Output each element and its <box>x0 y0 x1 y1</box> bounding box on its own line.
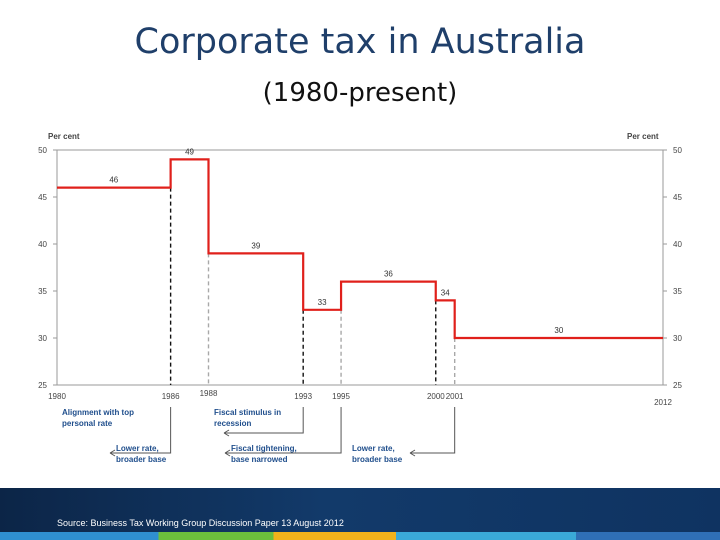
annotation-text: recession <box>214 419 252 428</box>
footer-color-stripe <box>0 532 720 540</box>
y-tick-label-left: 35 <box>38 287 47 296</box>
annotation-text: broader base <box>352 455 403 464</box>
source-note: Source: Business Tax Working Group Discussion Paper 13 August 2012 <box>57 518 344 528</box>
x-tick-label: 1995 <box>332 392 350 401</box>
y-tick-label-left: 30 <box>38 334 47 343</box>
y-tick-label-left: 50 <box>38 146 47 155</box>
data-label: 34 <box>440 288 450 298</box>
x-tick-label: 1986 <box>161 392 180 401</box>
annotation-text: Fiscal stimulus in <box>214 408 282 417</box>
x-tick-label: 2012 <box>654 398 672 407</box>
y-tick-label-right: 25 <box>673 381 682 390</box>
y-tick-label-right: 30 <box>673 334 682 343</box>
annotation-text: base narrowed <box>231 455 288 464</box>
x-tick-label: 1988 <box>199 389 218 398</box>
y-tick-label-right: 45 <box>673 193 682 202</box>
y-tick-label-left: 45 <box>38 193 47 202</box>
x-tick-label: 1993 <box>294 392 313 401</box>
y-tick-label-left: 25 <box>38 381 47 390</box>
annotation-text: Lower rate, <box>352 444 395 453</box>
plot-frame <box>57 150 663 385</box>
x-tick-label: 2001 <box>445 392 464 401</box>
data-label: 49 <box>185 147 195 157</box>
slide-subtitle: (1980-present) <box>262 78 458 108</box>
footer-bar <box>0 488 720 540</box>
x-tick-label: 2000 <box>426 392 445 401</box>
annotation-text: Lower rate, <box>116 444 159 453</box>
data-label: 39 <box>251 241 261 251</box>
data-label: 30 <box>554 326 564 335</box>
data-label: 46 <box>109 175 119 185</box>
annotation-text: Fiscal tightening, <box>231 444 297 453</box>
data-label: 36 <box>383 269 393 279</box>
annotation-arrow <box>410 407 455 453</box>
y-tick-label-right: 50 <box>673 146 682 155</box>
x-tick-label: 1980 <box>48 392 66 401</box>
annotation-text: Alignment with top <box>62 408 134 417</box>
y-axis-title-right: Per cent <box>627 132 659 141</box>
annotation-text: personal rate <box>62 419 113 428</box>
y-axis-title-left: Per cent <box>48 132 80 141</box>
data-label: 33 <box>317 297 327 307</box>
annotation-text: broader base <box>116 455 167 464</box>
tax-rate-step-line <box>57 159 663 338</box>
y-tick-label-right: 35 <box>673 287 682 296</box>
slide-title: Corporate tax in Australia <box>134 22 586 62</box>
y-tick-label-left: 40 <box>38 240 47 249</box>
y-tick-label-right: 40 <box>673 240 682 249</box>
